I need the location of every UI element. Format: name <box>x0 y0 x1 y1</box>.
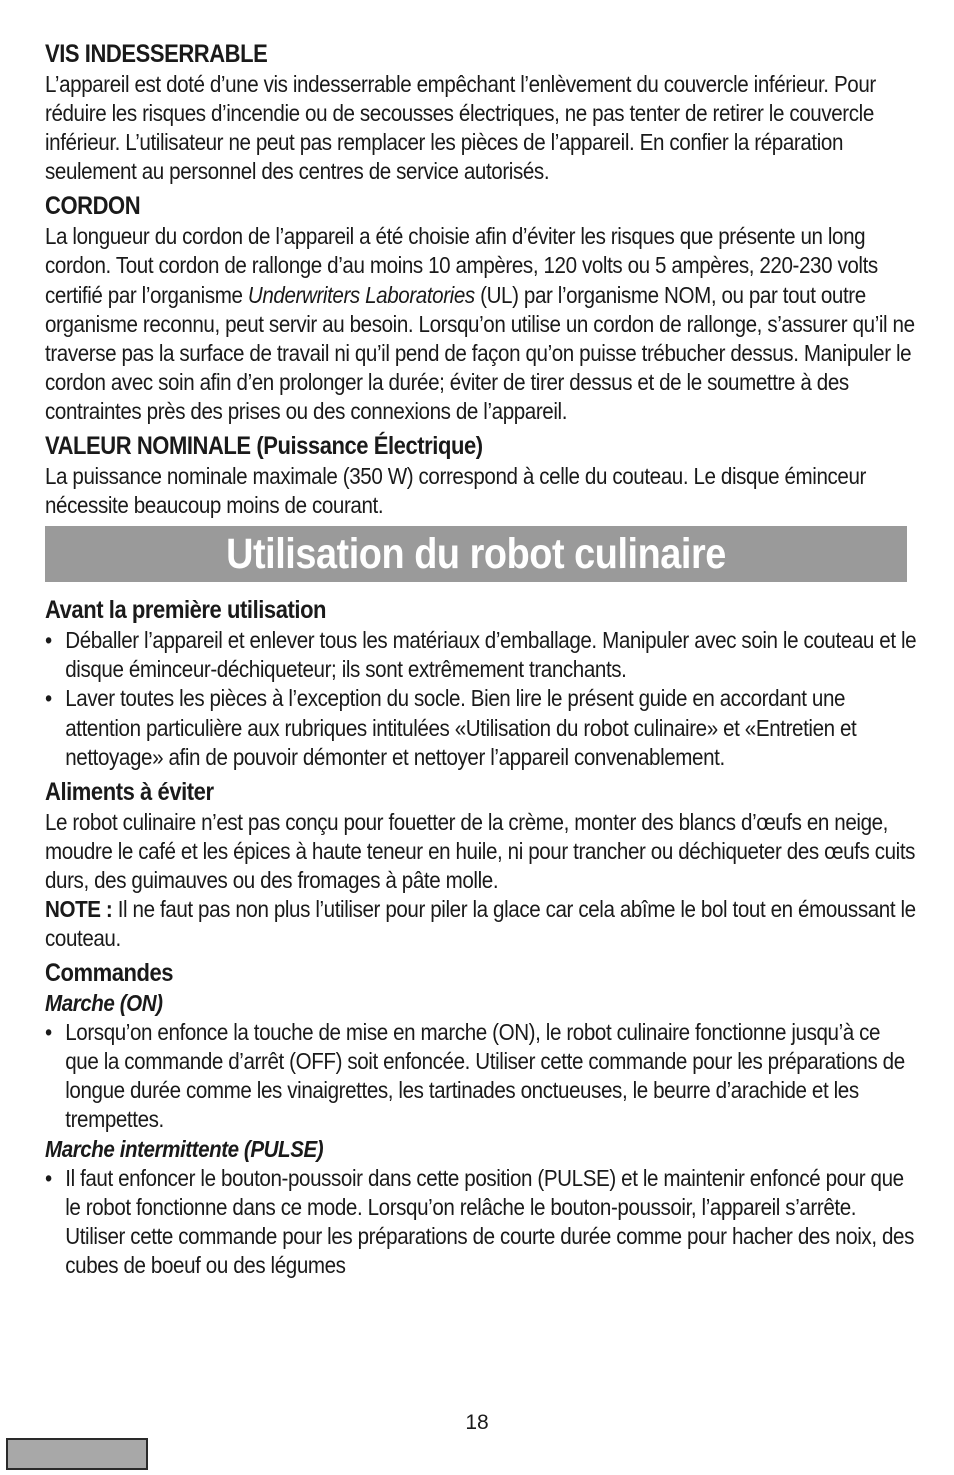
heading-aliments-a-eviter: Aliments à éviter <box>45 777 214 806</box>
note-label: NOTE : <box>45 895 113 922</box>
section-commandes <box>45 957 915 1280</box>
list-item-text: Déballer l’appareil et enlever tous les matériaux d’emballage. Manipuler avec soin le couteau et le disque éminceur-déchiqueteur; ils sont extrêmement tranchants. <box>65 627 917 683</box>
paragraph-aliments-a-eviter: Le robot culinaire n’est pas conçu pour fouetter de la crème, monter des blancs d’œufs en neige, moudre le café et les épices à haute teneur en huile, ni pour trancher ou déchiqueter des œufs cuits durs, des guimauves ou des fromages à pâte molle. <box>45 808 916 893</box>
paragraph-vis-indesserrable: L’appareil est doté d’une vis indesserrable empêchant l’enlèvement du couvercle inférieur. Pour réduire les risques d’incendie ou de secousses électriques, ne pas tenter de retirer le couvercle inférieur. L’utilisateur ne peut pas remplacer les pièces de l’appareil. En confier la réparation seulement au personnel des centres de service autorisés. <box>45 71 876 185</box>
cordon-text-italic: Underwriters Laboratories <box>247 281 475 308</box>
subheading-marche-on: Marche (ON) <box>45 990 163 1017</box>
heading-avant-premiere-utilisation: Avant la première utilisation <box>45 596 327 625</box>
page-content <box>45 38 915 1284</box>
bullet-icon: • <box>45 1164 52 1191</box>
paragraph-valeur-nominale: La puissance nominale maximale (350 W) correspond à celle du couteau. Le disque éminceur nécessite beaucoup moins de courant. <box>45 463 866 519</box>
note-text: Il ne faut pas non plus l’utiliser pour piler la glace car cela abîme le bol tout en émoussant le couteau. <box>45 895 916 952</box>
corner-tab-box <box>6 1438 148 1470</box>
list-item-text: Lorsqu’on enfonce la touche de mise en marche (ON), le robot culinaire fonctionne jusqu’à ce que la commande d’arrêt (OFF) soit enfoncée. Utiliser cette commande pour les préparations de longue durée comme les vinaigrettes, les tartinades onctueuses, le beurre d’arachide et les trempettes. <box>65 1019 905 1133</box>
list-item-text: Laver toutes les pièces à l’exception du socle. Bien lire le présent guide en accordant une attention particulière aux rubriques intitulées «Utilisation du robot culinaire» et «Entretien et nettoyage» afin de pouvoir démonter et nettoyer l’appareil convenablement. <box>65 685 857 770</box>
section-vis-indesserrable <box>45 38 915 186</box>
subheading-marche-intermittente: Marche intermittente (PULSE) <box>45 1135 324 1162</box>
heading-valeur-nominale: VALEUR NOMINALE (Puissance Électrique) <box>45 432 483 461</box>
section-valeur-nominale <box>45 430 915 520</box>
section-cordon <box>45 190 915 426</box>
bullet-icon: • <box>45 685 52 712</box>
bullet-icon: • <box>45 1019 52 1046</box>
bullet-icon: • <box>45 627 52 654</box>
heading-vis-indesserrable: VIS INDESSERRABLE <box>45 40 268 68</box>
cordon-text-part2: (UL) par l’organisme NOM, ou par tout outre organisme reconnu, peut servir au besoin. Lorsqu’on utilise un cordon de rallonge, s’assurer qu’il ne traverse pas la surface de travail ni qu’il pend de façon qu’on puisse trébucher dessus. Manipuler le cordon avec soin afin d’en prolonger la durée; éviter de tirer dessus et de le soumettre à des contraintes près des prises ou des connexions de l’appareil. <box>45 281 915 424</box>
list-avant-premiere-utilisation <box>45 626 916 771</box>
heading-commandes: Commandes <box>45 959 174 988</box>
list-marche-on <box>45 1018 916 1134</box>
section-avant-premiere-utilisation <box>45 594 915 771</box>
list-item <box>45 1018 916 1134</box>
paragraph-cordon <box>45 222 916 426</box>
section-aliments-a-eviter <box>45 776 915 953</box>
list-marche-intermittente <box>45 1164 916 1280</box>
note-paragraph <box>45 895 916 953</box>
list-item <box>45 1164 916 1280</box>
page-number: 18 <box>465 1411 489 1434</box>
list-item <box>45 684 916 771</box>
section-banner <box>45 526 907 582</box>
list-item-text: Il faut enfoncer le bouton-poussoir dans cette position (PULSE) et le maintenir enfoncé pour que le robot fonctionne dans ce mode. Lorsqu’on relâche le bouton-poussoir, l’appareil s’arrête. Utiliser cette commande pour les préparations de courte durée comme pour hacher des noix, des cubes de boeuf ou des légumes <box>65 1164 914 1278</box>
heading-cordon: CORDON <box>45 192 141 221</box>
cordon-text-part1: La longueur du cordon de l’appareil a été choisie afin d’éviter les risques que présente un long cordon. Tout cordon de rallonge d’au moins 10 ampères, 120 volts ou 5 ampères, 220-230 volts certifié par l’organisme <box>45 223 878 308</box>
list-item <box>45 626 916 684</box>
banner-title: Utilisation du robot culinaire <box>226 529 726 578</box>
